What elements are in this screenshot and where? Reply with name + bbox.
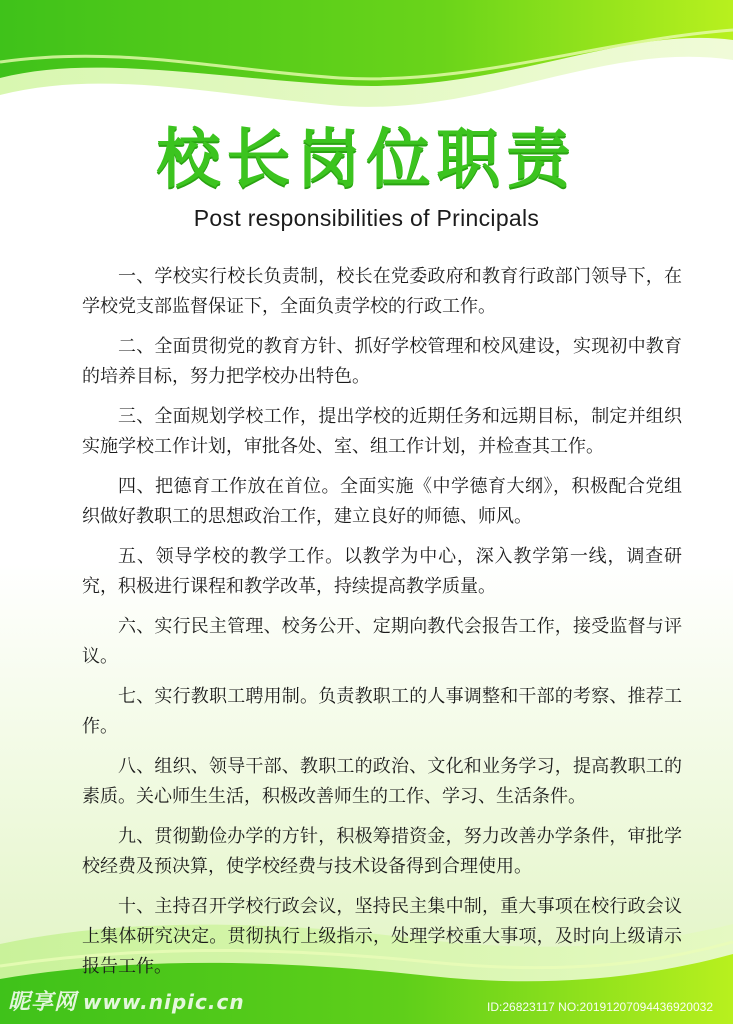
watermark-logo-text: 昵享网 [8, 990, 78, 1015]
top-wave-decoration [0, 0, 733, 140]
page-title: 校长岗位职责 [156, 123, 577, 197]
watermark-logo [8, 985, 245, 1016]
duty-item: 七、实行教职工聘用制。负责教职工的人事调整和干部的考察、推荐工作。 [82, 686, 682, 737]
watermark-site: www.nipic.cn [83, 990, 245, 1014]
duty-item: 十、主持召开学校行政会议，坚持民主集中制，重大事项在校行政会议上集体研究决定。贯彻执行上级指示，处理学校重大事项，及时向上级请示报告工作。 [82, 896, 682, 977]
duty-list [82, 262, 682, 992]
duty-item: 九、贯彻勤俭办学的方针，积极筹措资金，努力改善办学条件，审批学校经费及预决算，使学校经费与技术设备得到合理使用。 [82, 826, 682, 877]
duty-item: 三、全面规划学校工作，提出学校的近期任务和远期目标，制定并组织实施学校工作计划，审批各处、室、组工作计划，并检查其工作。 [82, 406, 682, 457]
duty-item: 六、实行民主管理、校务公开、定期向教代会报告工作，接受监督与评议。 [82, 616, 682, 667]
duty-item: 一、学校实行校长负责制，校长在党委政府和教育行政部门领导下，在学校党支部监督保证下，全面负责学校的行政工作。 [82, 266, 682, 317]
duty-item: 四、把德育工作放在首位。全面实施《中学德育大纲》，积极配合党组织做好教职工的思想政治工作，建立良好的师德、师风。 [82, 476, 682, 527]
duty-item: 五、领导学校的教学工作。以教学为中心，深入教学第一线，调查研究，积极进行课程和教学改革，持续提高教学质量。 [82, 546, 682, 597]
page-subtitle: Post responsibilities of Principals [193, 205, 540, 231]
duty-item: 八、组织、领导干部、教职工的政治、文化和业务学习，提高教职工的素质。关心师生生活，积极改善师生的工作、学习、生活条件。 [82, 756, 682, 807]
watermark-id: ID:26823117 NO:20191207094436920032 [487, 1000, 713, 1014]
duty-item: 二、全面贯彻党的教育方针、抓好学校管理和校风建设，实现初中教育的培养目标，努力把学校办出特色。 [82, 336, 682, 387]
